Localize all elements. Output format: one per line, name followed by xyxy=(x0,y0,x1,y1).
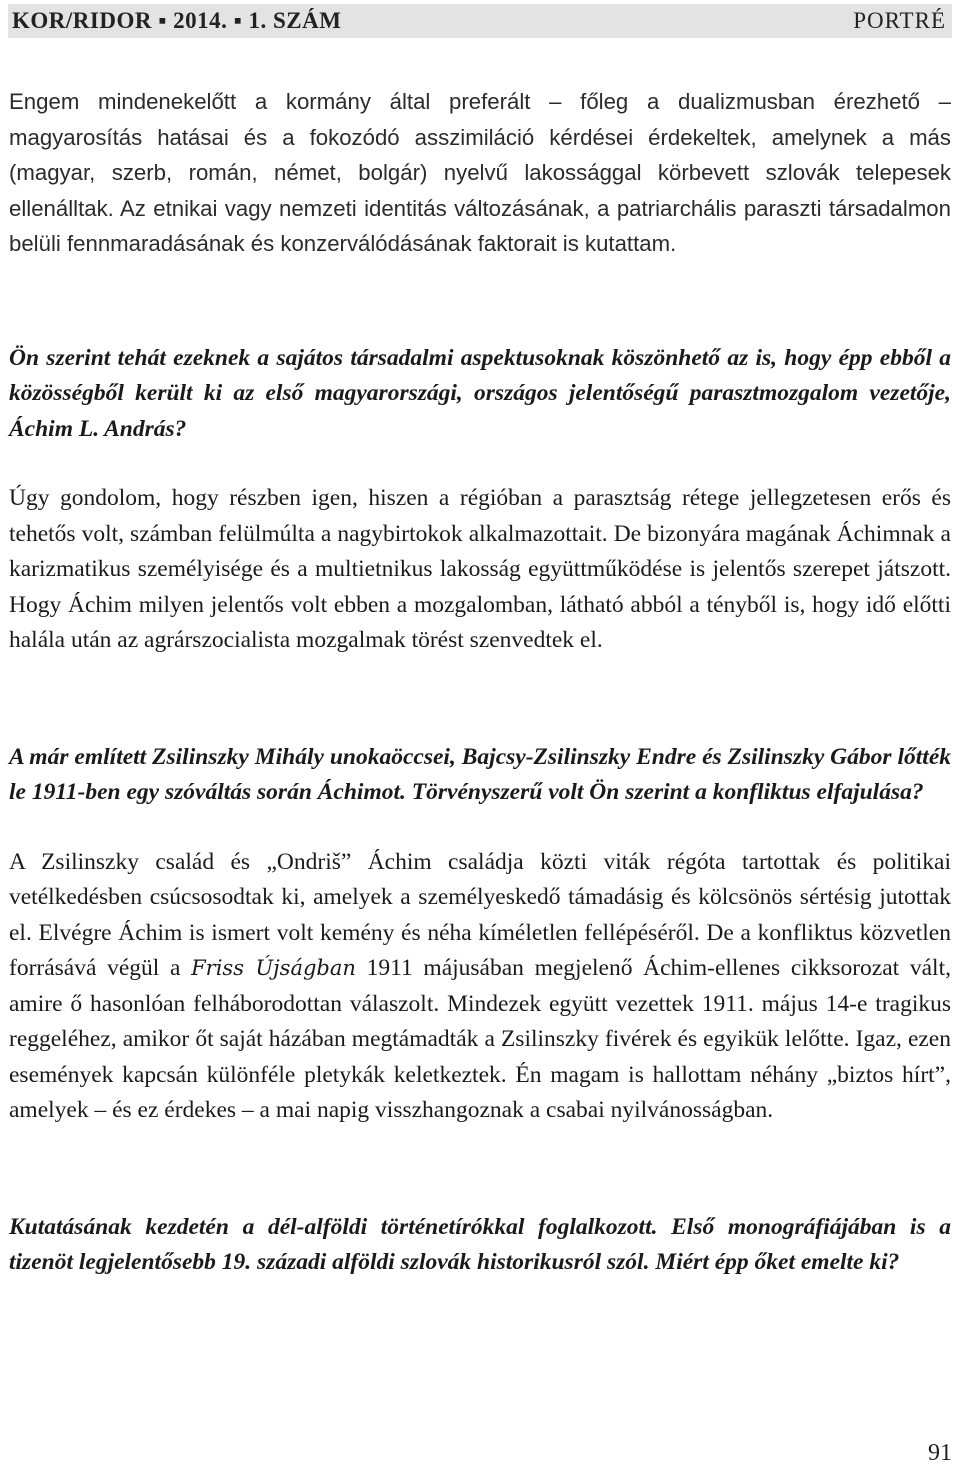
answer-paragraph-2: Úgy gondolom, hogy részben igen, hiszen a régióban a parasztság rétege jellegzetesen erős és tehetős volt, számban felülmúlta a nagybirtokok alkalmazottait. De bizonyára magának Áchimnak a karizmatikus személyisége és a multietnikus lakosság együttműködése is jelentős szerepet játszott. Hogy Áchim milyen jelentős volt ebben a mozgalomban, látható abból a tényből is, hogy idő előtti halála után az agrárszocialista mozgalmak törést szenvedtek el. xyxy=(9,485,951,653)
question-paragraph-3: Kutatásának kezdetén a dél-alföldi történetírókkal foglalkozott. Első monográfiájában is a tizenöt legjelentősebb 19. századi alföldi szlovák historikusról szól. Miért épp őket emelte ki? xyxy=(9,1213,951,1275)
section-label: PORTRÉ xyxy=(853,8,946,33)
newspaper-title: Friss Újságban xyxy=(191,956,356,980)
journal-issue-label: KOR/RIDOR ▪ 2014. ▪ 1. SZÁM xyxy=(12,8,342,33)
answer-paragraph-3 xyxy=(9,845,951,1129)
answer-3-text-after: 1911 májusában megjelenő Áchim-ellenes cikksorozat vált, amire ő hasonlóan felháborodottan válaszolt. Mindezek együtt vezettek 1911. május 14-e tragikus reggeléhez, amikor őt saját házában megtámadták a Zsilinszky fivérek és egyikük lelőtte. Igaz, ezen események kapcsán különféle pletykák keletkeztek. Én magam is hallottam néhány „biztos hírt”, amelyek – és ez érdekes – a mai napig visszhangoznak a csabai nyilvánosságban. xyxy=(9,955,951,1123)
running-header xyxy=(8,4,952,38)
page-number: 91 xyxy=(928,1440,952,1466)
answer-3-text-before: A Zsilinszky család és „Ondriš” Áchim családja közti viták régóta tartottak és politikai vetélkedésben csúcsosodtak ki, amelyek a személyeskedő támadásig és kölcsönös sértésig jutottak el. Elvégre Áchim is ismert volt kemény és néha kíméletlen fellépéséről. De a konfliktus közvetlen forrásává végül a xyxy=(9,848,951,981)
question-paragraph-1: Ön szerint tehát ezeknek a sajátos társadalmi aspektusoknak köszönhető az is, hogy épp ebből a közösségből került ki az első magyarországi, országos jelentőségű parasztmozgalom vezetője, Áchim L. András? xyxy=(9,344,951,442)
question-paragraph-2: A már említett Zsilinszky Mihály unokaöccsei, Bajcsy-Zsilinszky Endre és Zsilinszky Gábor lőtték le 1911-ben egy szóváltás során Áchimot. Törvényszerű volt Ön szerint a konfliktus elfajulása? xyxy=(9,743,951,805)
article-body xyxy=(9,84,951,1281)
answer-paragraph-1: Engem mindenekelőtt a kormány által preferált – főleg a dualizmusban érezhető – magyarosítás hatásai és a fokozódó asszimiláció kérdései érdekeltek, amelynek a más (magyar, szerb, román, német, bolgár) nyelvű lakossággal körbevett szlovák telepesek ellenálltak. Az etnikai vagy nemzeti identitás változásának, a patriarchális paraszti társadalmon belüli fennmaradásának és konzerválódásának faktorait is kutattam. xyxy=(9,89,951,256)
